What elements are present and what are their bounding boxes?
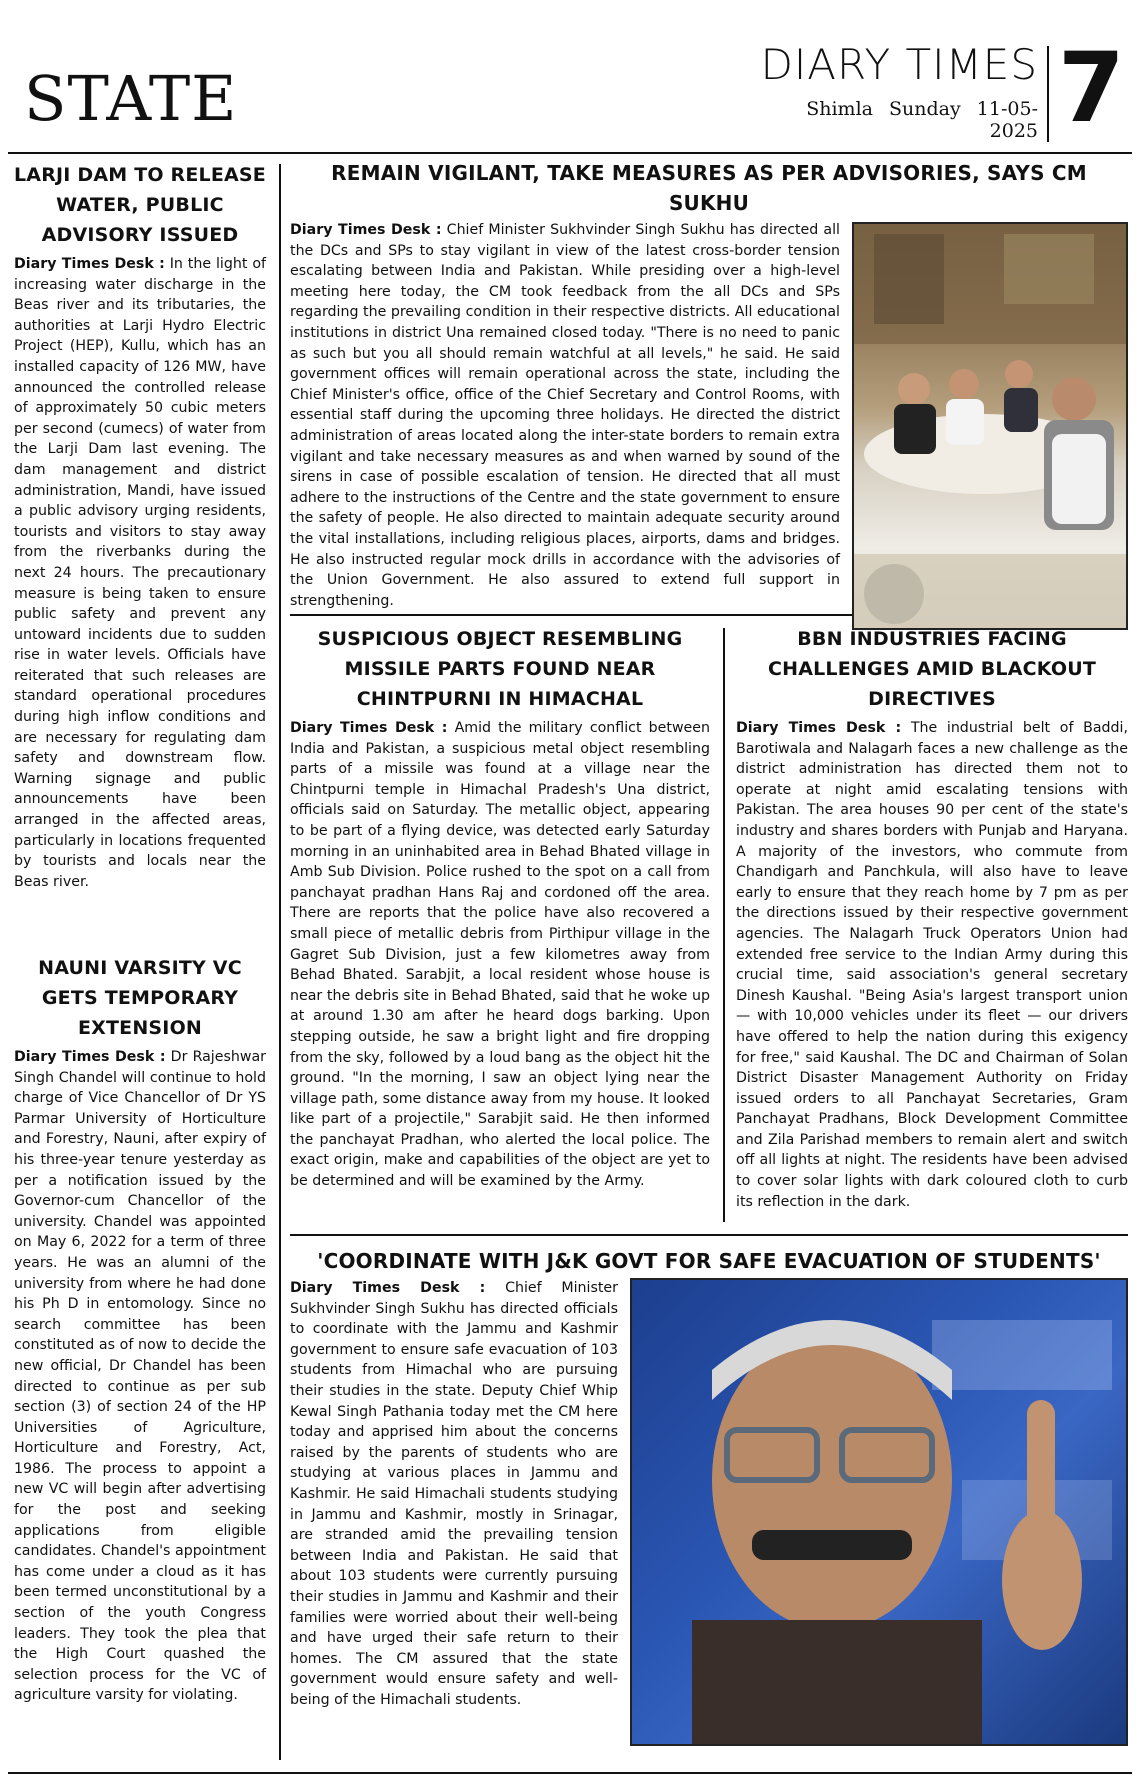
article-coordinate-evacuation <box>290 1246 1128 1750</box>
footer-rule <box>8 1772 1132 1774</box>
article-text: Dr Rajeshwar Singh Chandel will continue to hold charge of Vice Chancellor of Dr YS Parmar University of Horticulture and Forestry, Nauni, after expiry of his three-year tenure yesterday as per a notification issued by the Governor-cum Chancellor of the university. Chandel was appointed on May 6, 2022 for a term of three years. He was an alumni of the university from where he had done his Ph D in entomology. Since no search committee has been constituted as of now to decide the new official, Dr Chandel has been directed to continue as per sub section (3) of section 24 of the HP Universities of Agriculture, Horticulture and Forestry, Act, 1986. The process to appoint a new VC will begin after advertising for the post and seeking applications from eligible candidates. Chandel's appointment has come under a cloud as it has been termed unconstitutional by a section of the youth Congress leaders. They took the plea that the High Court quashed the selection process for the VC of agriculture varsity for violating. <box>14 1049 266 1704</box>
desk-credit: Diary Times Desk : <box>290 222 442 238</box>
dateline-day: Sunday <box>889 98 961 120</box>
meeting-photo <box>852 222 1128 630</box>
page-number: 7 <box>1058 32 1125 144</box>
desk-credit: Diary Times Desk : <box>290 720 448 736</box>
article-text: Chief Minister Sukhvinder Singh Sukhu has directed all the DCs and SPs to stay vigilant in view of the latest cross-border tension escalating between India and Pakistan. While presiding over a high-level meeting here today, the CM took feedback from the all DCs and SPs regarding the prevailing condition in their respective districts. All educational institutions in district Una remained closed today. "There is no need to panic as such but you all should remain watchful at all levels," he said. He said government offices will remain operational across the state, including the Chief Minister's office, office of the Chief Secretary and Control Rooms, with essential staff during the upcoming three holidays. He directed the district administration of areas located along the inter-state borders to remain extra vigilant and take necessary measures as and when warned by sound of the sirens in case of possible escalation of tension. He directed that all must adhere to the instructions of the Centre and the state government to ensure the safety of people. He also directed to maintain adequate security around the vital installations, including religious places, airports, dams and bridges. He also instructed regular mock drills in accordance with the advisories of the Union Government. He also assured to extend full support in strengthening. <box>290 222 841 609</box>
article-text: Amid the military conflict between India and Pakistan, a suspicious metal object resembling parts of a missile was found at a village near the Chintpurni temple in Himachal Pradesh's Una district, officials said on Saturday. The metallic object, appearing to be part of a flying device, was detected early Saturday morning in an uninhabited area in Behad Bhated village in Amb Sub Division. Police rushed to the spot on a call from panchayat pradhan Hans Raj and cordoned off the area. There are reports that the police have also recovered a small piece of metallic debris from Pirthipur village in the Gagret Sub Division, just a few kilometres away from Behad Bhated. Sarabjit, a local resident whose house is near the debris site in Behad Bhated, said that he woke up at around 1.30 am after he heard dogs barking. Upon stepping outside, he saw a bright light and fire dropping from the sky, followed by a loud bang as the object hit the ground. "In the morning, I saw an object lying near the village path, some distance away from my house. It looked like part of a projectile," Sarabjit said. He then informed the panchayat Pradhan, who alerted the local police. The exact origin, make and capabilities of the object are yet to be determined and will be examined by the Army. <box>290 720 710 1190</box>
desk-credit: Diary Times Desk : <box>290 1280 486 1296</box>
article-body <box>14 254 266 892</box>
article-headline: SUSPICIOUS OBJECT RESEMBLING MISSILE PARTS FOUND NEAR CHINTPURNI IN HIMACHAL <box>317 628 683 710</box>
rule-above-coordinate <box>290 1234 1128 1236</box>
article-headline: NAUNI VARSITY VC GETS TEMPORARY EXTENSION <box>38 957 242 1039</box>
desk-credit: Diary Times Desk : <box>14 256 165 272</box>
article-body <box>290 718 710 1192</box>
article-nauni-varsity <box>14 953 266 1706</box>
desk-credit: Diary Times Desk : <box>736 720 902 736</box>
article-text: In the light of increasing water discharge in the Beas river and its tributaries, the authorities at Larji Hydro Electric Project (HEP), Kullu, which has an installed capacity of 126 MW, have announced the controlled release of approximately 50 cubic meters per second (cumecs) of water from the Larji Dam last evening. The dam management and district administration, Mandi, have issued a public advisory urging residents, tourists and visitors to stay away from the riverbanks during the next 24 hours. The precautionary measure is being taken to ensure public safety and prevent any untoward incidents due to sudden rise in water levels. Officials have reiterated that such releases are standard operational procedures during high inflow conditions and are necessary for regulating dam safety and downstream flow. Warning signage and public announcements have been arranged in the affected areas, particularly in locations frequented by tourists and locals near the Beas river. <box>14 256 267 890</box>
article-suspicious-object <box>290 624 710 1192</box>
newspaper-name: DIARY TIMES <box>760 40 1038 89</box>
article-headline: BBN INDUSTRIES FACING CHALLENGES AMID BLACKOUT DIRECTIVES <box>767 628 1097 710</box>
chief-minister-photo <box>630 1278 1128 1746</box>
dateline-date: 11-05-2025 <box>976 98 1038 142</box>
column-divider-left <box>279 164 281 1760</box>
article-headline: REMAIN VIGILANT, TAKE MEASURES AS PER ADVISORIES, SAYS CM SUKHU <box>331 161 1087 215</box>
section-title: STATE <box>24 62 238 135</box>
speaker-illustration <box>632 1280 1126 1744</box>
dateline <box>758 98 1038 142</box>
article-larji-dam <box>14 160 266 892</box>
desk-credit: Diary Times Desk : <box>14 1049 166 1065</box>
article-text: Chief Minister Sukhvinder Singh Sukhu has directed officials to coordinate with the Jammu and Kashmir government to ensure safe evacuation of 103 students from Himachal who are pursuing their studies in the state. Deputy Chief Whip Kewal Singh Pathania today met the CM here today and apprised him about the concerns raised by the parents of students who are studying at various places in Jammu and Kashmir. He said Himachali students studying in Jammu and Kashmir, mostly in Srinagar, are stranded amid the prevailing tension between India and Pakistan. He said that about 103 students were currently pursuing their studies in Jammu and Kashmir and their families were worried about their well-being and have urged their safe return to their homes. The CM assured that the state government would ensure safety and well-being of the Himachali students. <box>290 1280 618 1708</box>
meeting-illustration <box>854 224 1126 628</box>
column-divider-middle <box>723 628 725 1222</box>
dateline-city: Shimla <box>806 98 873 120</box>
article-remain-vigilant <box>290 158 1128 634</box>
article-body <box>14 1047 266 1706</box>
article-headline: 'COORDINATE WITH J&K GOVT FOR SAFE EVACUATION OF STUDENTS' <box>317 1249 1101 1273</box>
header-rule <box>8 152 1132 154</box>
article-body <box>736 718 1128 1212</box>
article-headline: LARJI DAM TO RELEASE WATER, PUBLIC ADVISORY ISSUED <box>14 164 266 246</box>
masthead <box>758 40 1038 142</box>
masthead-divider <box>1047 46 1049 142</box>
article-text: The industrial belt of Baddi, Barotiwala and Nalagarh faces a new challenge as the district administration has directed them not to operate at night amid escalating tensions with Pakistan. The area houses 90 per cent of the state's industry and shares borders with Punjab and Haryana. A majority of the investors, who commute from Chandigarh and Panchkula, will also have to leave early to ensure that they reach home by 7 pm as per the directions issued by their respective government agencies. The Nalagarh Truck Operators Union had extended free service to the Indian Army during this crucial time, said association's general secretary Dinesh Kaushal. "Being Asia's largest transport union — with 10,000 vehicles under its fleet — our drivers have offered to help the nation during this exigency for free," said Kaushal. The DC and Chairman of Solan District Disaster Management Authority on Friday issued orders to all Panchayat Secretaries, Gram Panchayat Pradhans, Block Development Committee and Zila Parishad members to remain alert and switch off all lights at night. The residents have been advised to cover solar lights with dark coloured cloth to curb its reflection in the dark. <box>736 720 1129 1210</box>
article-bbn-industries <box>736 624 1128 1212</box>
